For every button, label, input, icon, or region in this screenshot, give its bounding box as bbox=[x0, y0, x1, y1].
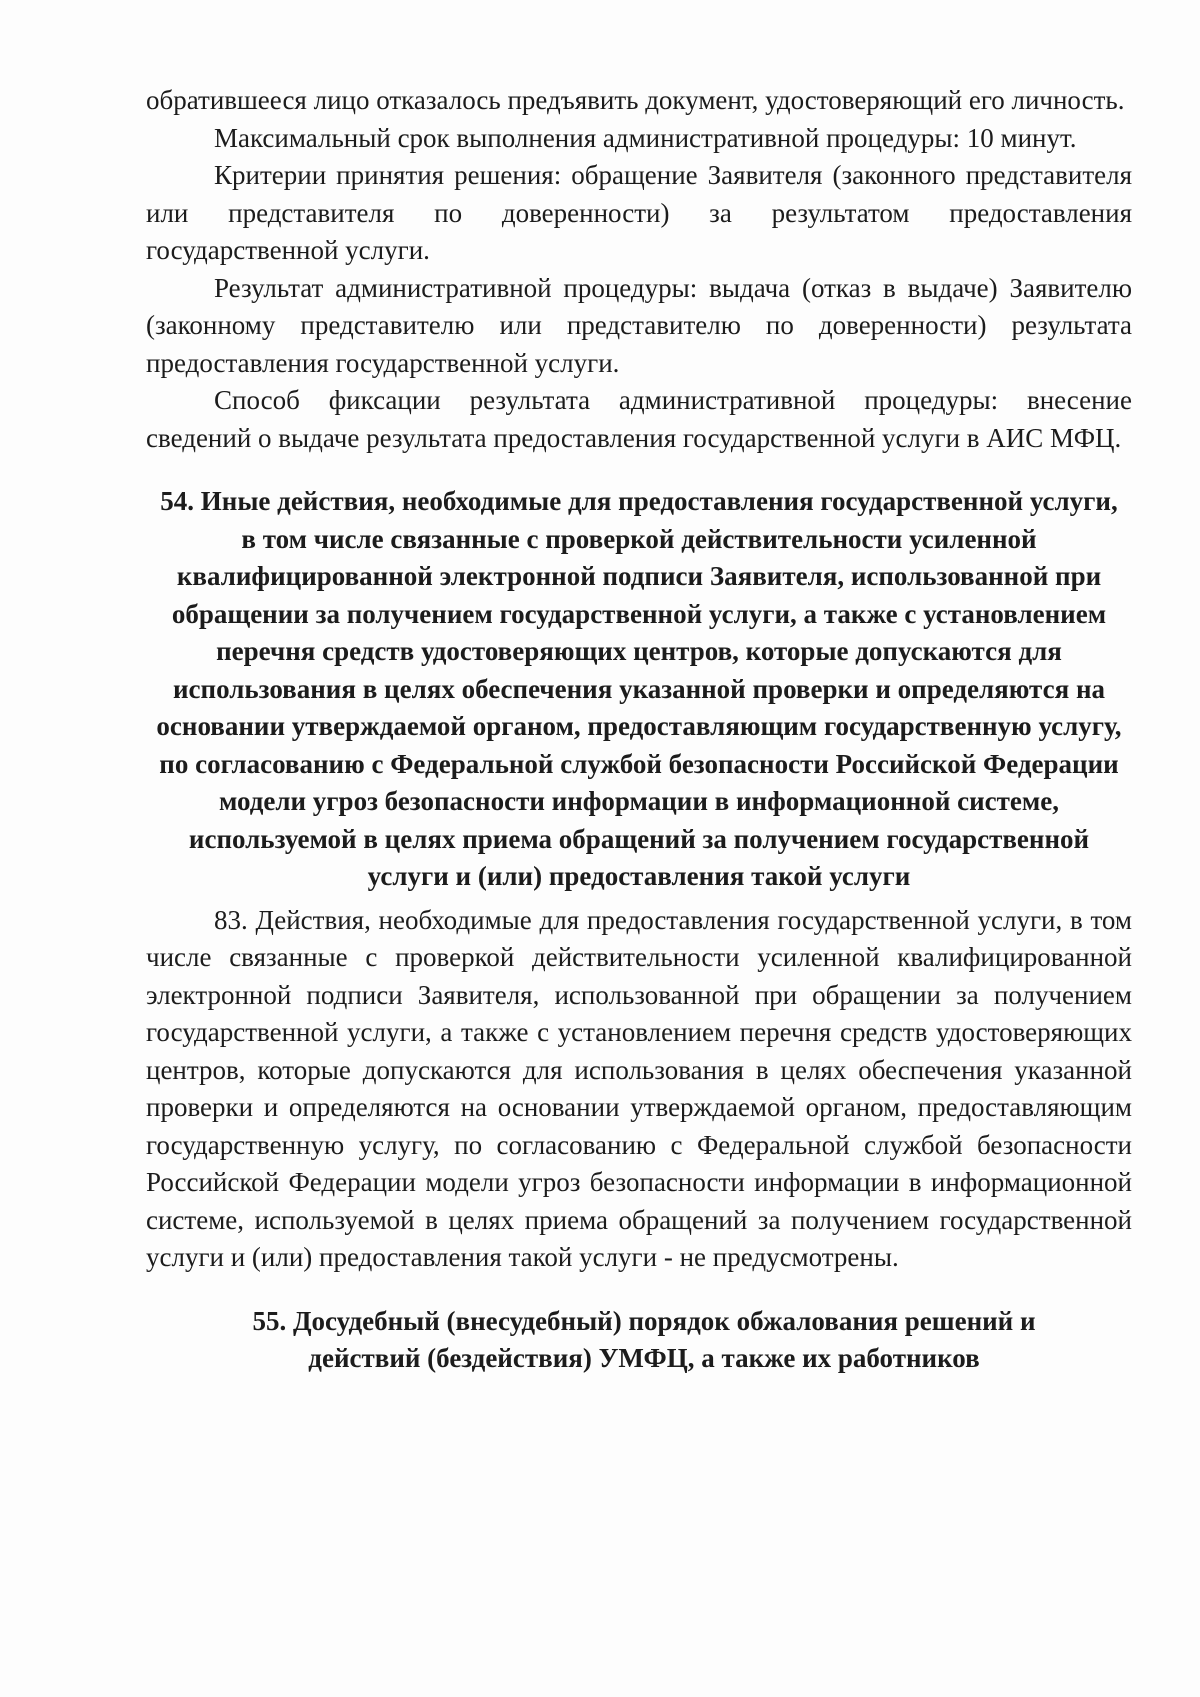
paragraph-result-recording: Способ фиксации результата административной процедуры: внесение сведений о выдаче результата предоставления государственной услуги в АИС МФЦ. bbox=[146, 385, 1132, 453]
paragraph-max-duration: Максимальный срок выполнения административной процедуры: 10 минут. bbox=[214, 122, 1077, 153]
paragraph-83: 83. Действия, необходимые для предоставления государственной услуги, в том числе связанные с проверкой действительности усиленной квалифицированной электронной подписи Заявителя, использованной при обращении за получением государственной услуги, а также с установлением перечня средств удостоверяющих центров, которые допускаются для использования в целях обеспечения указанной проверки и определяются на основании утверждаемой органом, предоставляющим государственную услугу, по согласованию с Федеральной службой безопасности Российской Федерации модели угроз безопасности информации в информационной системе, используемой в целях приема обращений за получением государственной услуги и (или) предоставления такой услуги - не предусмотрены. bbox=[146, 904, 1132, 1272]
paragraph-identity-refusal: обратившееся лицо отказалось предъявить документ, удостоверяющий его личность. bbox=[146, 85, 1125, 115]
paragraph-decision-criteria: Критерии принятия решения: обращение Заявителя (законного представителя или представителя по доверенности) за результатом предоставления государственной услуги. bbox=[146, 160, 1132, 265]
section-54-heading: 54. Иные действия, необходимые для предоставления государственной услуги, в том числе связанные с проверкой действительности усиленной квалифицированной электронной подписи Заявителя, использованной при обращении за получением государственной услуги, а также с установлением перечня средств удостоверяющих центров, которые допускаются для использования в целях обеспечения указанной проверки и определяются на основании утверждаемой органом, предоставляющим государственную услугу, по согласованию с Федеральной службой безопасности Российской Федерации модели угроз безопасности информации в информационной системе, используемой в целях приема обращений за получением государственной услуги и (или) предоставления такой услуги bbox=[156, 486, 1122, 891]
document-body bbox=[146, 82, 1132, 1378]
section-55-heading: 55. Досудебный (внесудебный) порядок обжалования решений и действий (бездействия) УМФЦ, а также их работников bbox=[252, 1305, 1036, 1373]
paragraph-procedure-result: Результат административной процедуры: выдача (отказ в выдаче) Заявителю (законному представителю или представителю по доверенности) результата предоставления государственной услуги. bbox=[146, 272, 1132, 378]
